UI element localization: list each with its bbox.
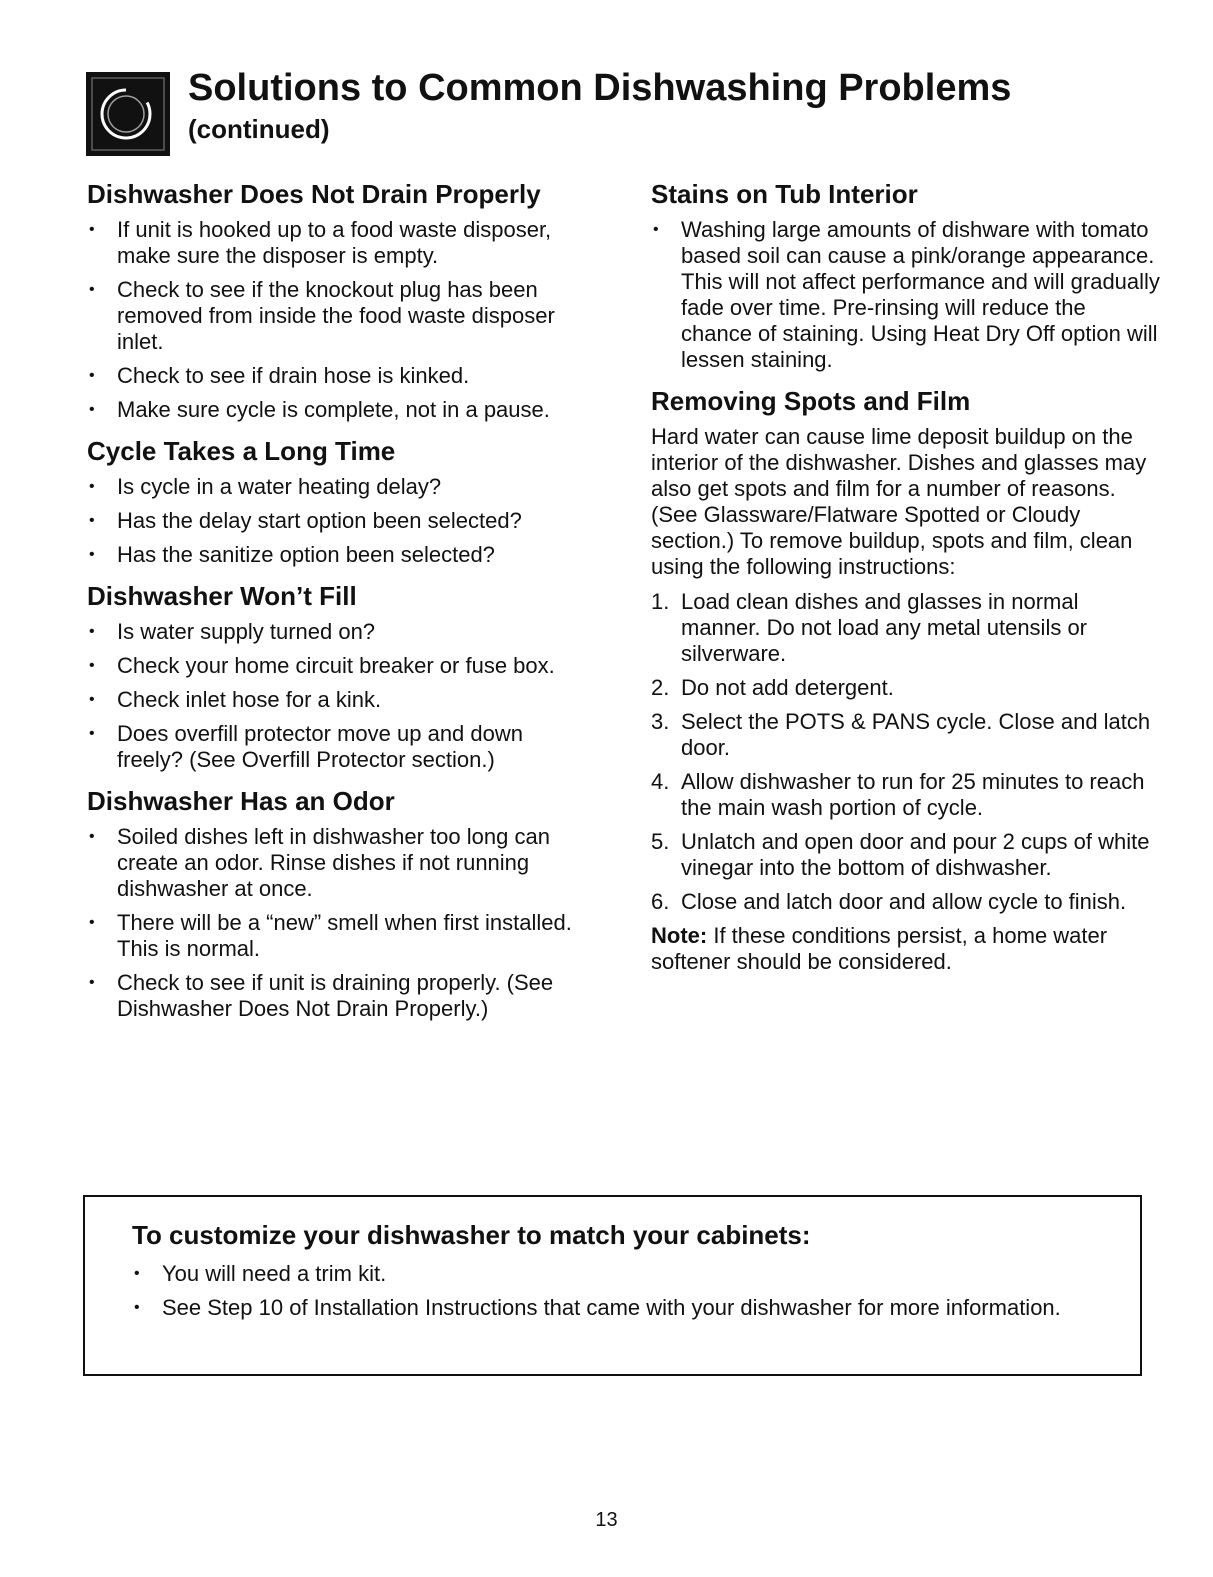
section-odor [87,785,587,1022]
list-item: • Check to see if unit is draining properly. (See Dishwasher Does Not Drain Properly.) [89,970,554,1021]
section-drain [87,178,587,423]
bullet-icon: • [89,512,95,529]
list-item: • Make sure cycle is complete, not in a pause. [89,397,550,422]
list-item: • See Step 10 of Installation Instructions that came with your dishwasher for more information. [134,1295,1061,1320]
list-item: 6. Close and latch door and allow cycle to finish. [651,889,1127,914]
list-item: • Check to see if drain hose is kinked. [89,363,470,388]
step-number: 6. [651,889,670,914]
list-item: • Check to see if the knockout plug has been removed from inside the food waste disposer inlet. [89,277,555,354]
section-heading: Cycle Takes a Long Time [87,436,396,466]
section-heading: Dishwasher Won’t Fill [87,581,357,611]
section-heading: Dishwasher Has an Odor [87,786,395,816]
bullet-icon: • [89,367,95,384]
bullet-icon: • [89,281,95,298]
bullet-icon: • [134,1299,140,1316]
bullet-icon: • [89,623,95,640]
list-item: • Check your home circuit breaker or fuse box. [89,653,555,678]
step-number: 1. [651,589,670,614]
list-item: • Is water supply turned on? [89,619,376,644]
bullet-icon: • [89,546,95,563]
step-number: 3. [651,709,670,734]
bullet-icon: • [89,828,95,845]
list-item: • If unit is hooked up to a food waste disposer, make sure the disposer is empty. [89,217,552,268]
bullet-list [87,619,587,773]
section-heading: Stains on Tub Interior [651,179,918,209]
bullet-icon: • [89,221,95,238]
bullet-list [132,1261,1092,1329]
list-item: • Has the sanitize option been selected? [89,542,495,567]
bullet-icon: • [89,691,95,708]
section-stains [651,178,1161,373]
bullet-list [87,474,587,568]
bullet-icon: • [89,725,95,742]
bullet-icon: • [89,974,95,991]
section-intro: Hard water can cause lime deposit buildup on the interior of the dishwasher. Dishes and glasses may also get spots and film for a number of reasons. (See Glassware/Flatware Spotted or Cloudy section.) To remove buildup, spots and film, clean using the following instructions: [651,424,1147,579]
list-item: 4. Allow dishwasher to run for 25 minutes to reach the main wash portion of cycle. [651,769,1145,820]
step-number: 4. [651,769,670,794]
left-column [87,178,587,1034]
list-item: • Does overfill protector move up and down freely? (See Overfill Protector section.) [89,721,523,772]
section-spots-film [651,385,1161,975]
bullet-icon: • [89,401,95,418]
bullet-icon: • [89,914,95,931]
section-heading: Removing Spots and Film [651,386,971,416]
list-item: • Washing large amounts of dishware with tomato based soil can cause a pink/orange appearance. This will not affect performance and will gradually fade over time. Pre-rinsing will reduce the chance of staining. Using Heat Dry Off option will lessen staining. [653,217,1160,372]
list-item: • There will be a “new” smell when first installed. This is normal. [89,910,572,961]
customize-box [83,1195,1142,1376]
note [651,923,1161,975]
bullet-icon: • [134,1265,140,1282]
page-title: Solutions to Common Dishwashing Problems [188,67,1012,109]
list-item: • Is cycle in a water heating delay? [89,474,442,499]
list-item: • Has the delay start option been selected? [89,508,522,533]
box-title: To customize your dishwasher to match your cabinets: [132,1220,811,1250]
page-icon [86,72,170,156]
list-item: 1. Load clean dishes and glasses in normal manner. Do not load any metal utensils or silverware. [651,589,1088,666]
step-number: 2. [651,675,670,700]
section-heading: Dishwasher Does Not Drain Properly [87,179,541,209]
list-item: 2. Do not add detergent. [651,675,894,700]
note-text: If these conditions persist, a home water softener should be considered. [651,923,1108,974]
list-item: • You will need a trim kit. [134,1261,387,1286]
bullet-icon: • [653,221,659,238]
page-number: 13 [595,1509,618,1531]
numbered-list [651,589,1161,915]
section-wont-fill [87,580,587,773]
page-subtitle: (continued) [188,114,330,144]
note-label: Note: [651,923,708,948]
bullet-list [87,217,587,423]
bullet-icon: • [89,478,95,495]
right-column [651,178,1161,987]
list-item: • Check inlet hose for a kink. [89,687,382,712]
page-header [86,66,1086,156]
bullet-list [651,217,1161,373]
bullet-icon: • [89,657,95,674]
list-item: 5. Unlatch and open door and pour 2 cups of white vinegar into the bottom of dishwasher. [651,829,1150,880]
list-item: • Soiled dishes left in dishwasher too long can create an odor. Rinse dishes if not running dishwasher at once. [89,824,550,901]
section-long-time [87,435,587,568]
step-number: 5. [651,829,670,854]
bullet-list [87,824,587,1022]
list-item: 3. Select the POTS & PANS cycle. Close and latch door. [651,709,1151,760]
